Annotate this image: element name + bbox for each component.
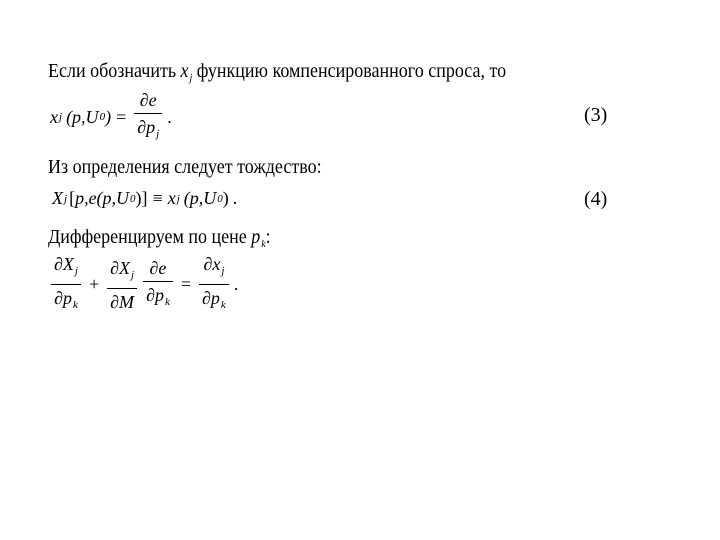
eq5-f1-numerator [51, 254, 81, 284]
line3-text-start: Дифференцируем по цене [48, 226, 252, 248]
eq3-den-sub: j [156, 128, 160, 140]
eq3-denominator [134, 113, 162, 144]
eq4-args2: (p,U [183, 188, 217, 208]
equation-5 [48, 254, 238, 315]
eq3-fraction [134, 90, 162, 144]
eq4-args1: p,e(p,U [75, 188, 130, 208]
eq5-f2-den-text: ∂M [110, 291, 135, 312]
eq3-numerator: ∂e [139, 90, 157, 110]
intro-text-end: функцию компенсированного спроса, то [192, 60, 507, 82]
eq5-f2-num-text: ∂X [110, 257, 130, 278]
eq4-close1: )] [135, 188, 148, 208]
eq3-lhs-args-sub: 0 [99, 111, 106, 123]
eq5-f1-den-sub: k [72, 299, 78, 311]
eq5-f2-denominator [107, 288, 137, 312]
eq5-f1-num-sub: j [74, 265, 78, 277]
eq5-f3-den-text: ∂p [146, 284, 164, 305]
eq5-f4-numerator [200, 254, 227, 284]
eq5-f3-numerator [147, 258, 170, 281]
equation-4 [52, 188, 237, 209]
eq4-x: x [167, 188, 176, 208]
eq5-fraction-1 [51, 254, 81, 315]
eq5-f4-num-text: ∂x [203, 254, 221, 274]
eq4-identity: ≡ [152, 188, 163, 208]
eq4-bracket-open: [ [69, 188, 76, 208]
eq5-f1-denominator [51, 284, 81, 315]
eq5-f4-denominator [199, 284, 229, 315]
eq5-plus: + [88, 274, 100, 294]
eq4-period: . [232, 188, 238, 208]
eq3-lhs-sub: j [59, 111, 63, 123]
eq5-f2-numerator [107, 258, 137, 288]
equation-3 [50, 90, 172, 144]
eq4-args2-sub: 0 [217, 192, 223, 205]
line3-variable-subscript: k [261, 238, 266, 250]
eq4-x-sub: j [176, 192, 180, 205]
eq5-f2-num-sub: j [131, 268, 135, 281]
identity-sentence: Из определения следует тождество: [48, 156, 322, 178]
eq5-period: . [233, 274, 239, 294]
eq5-f1-num-text: ∂X [54, 254, 74, 274]
eq5-f4-num-sub: j [221, 265, 225, 277]
eq4-X: X [52, 188, 63, 208]
eq5-fraction-2 [107, 258, 137, 312]
eq4-X-sub: j [64, 192, 68, 205]
intro-sentence [48, 60, 506, 84]
equation-3-number: (3) [584, 104, 608, 126]
differentiate-sentence [48, 226, 271, 250]
eq4-close2: ) [222, 188, 229, 208]
line3-variable: p [251, 226, 261, 248]
line3-text-end: : [265, 226, 271, 248]
eq5-f1-den-text: ∂p [54, 288, 72, 308]
intro-variable-subscript: j [189, 72, 193, 84]
eq5-f3-denominator [143, 281, 173, 312]
eq3-den-text: ∂p [137, 117, 156, 137]
eq5-equals: = [180, 274, 192, 294]
eq4-args1-sub: 0 [130, 192, 136, 205]
eq3-lhs-var: x [50, 106, 58, 127]
intro-variable: x [180, 60, 189, 82]
eq5-fraction-3 [143, 258, 173, 312]
equation-4-number: (4) [584, 188, 608, 210]
eq3-period: . [167, 106, 172, 127]
eq3-equals: = [116, 106, 127, 127]
eq5-f4-den-text: ∂p [202, 288, 220, 308]
eq3-lhs-close: ) [105, 106, 112, 127]
eq3-lhs-args: (p,U [66, 106, 99, 127]
eq5-f4-den-sub: k [220, 299, 226, 311]
eq5-f3-num-text: ∂e [149, 257, 167, 278]
eq5-fraction-4 [199, 254, 229, 315]
eq5-f3-den-sub: k [164, 295, 170, 308]
intro-text-start: Если обозначить [48, 60, 181, 82]
